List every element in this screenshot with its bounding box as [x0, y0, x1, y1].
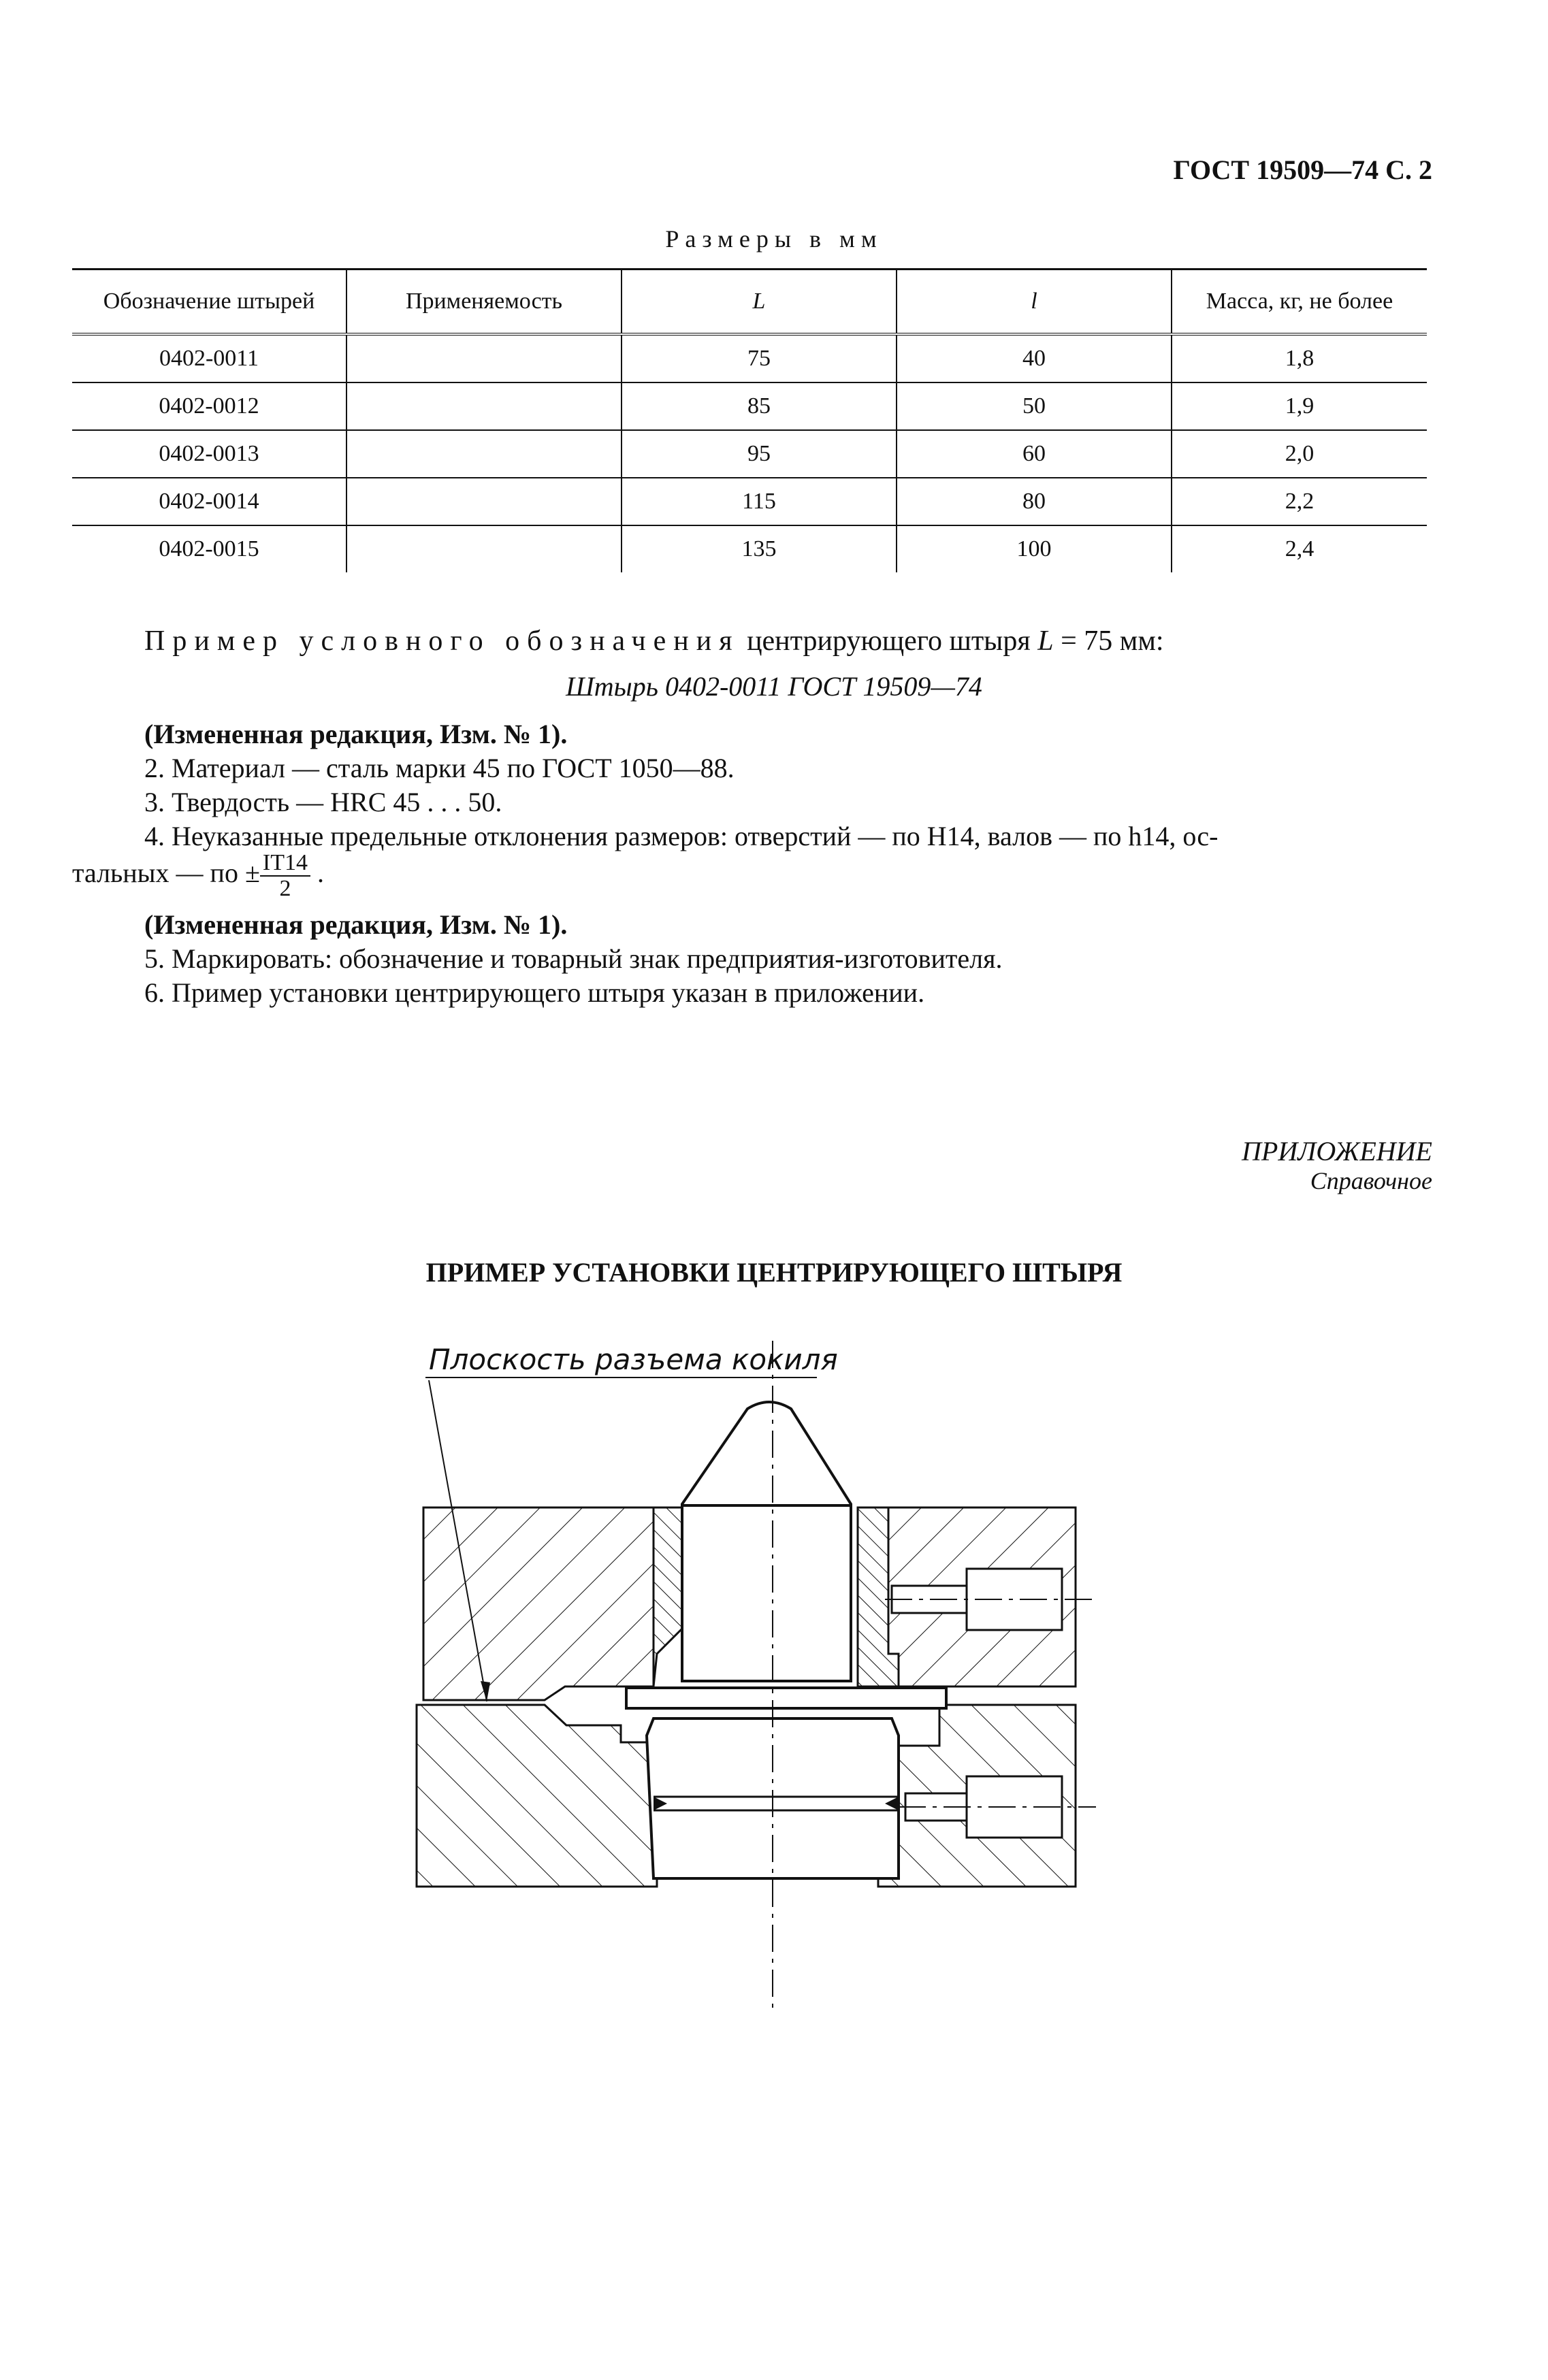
- lower-left-die: [417, 1705, 657, 1887]
- edition-note-2: (Измененная редакция, Изм. № 1).: [144, 909, 568, 940]
- cell-mass: 1,9: [1172, 382, 1427, 430]
- installation-drawing: [381, 1327, 1103, 2049]
- cell-applicability: [346, 478, 622, 525]
- cell-mass: 2,4: [1172, 525, 1427, 572]
- item-4-suffix: .: [317, 857, 325, 888]
- column-header-applicability: Применяемость: [346, 270, 622, 335]
- cell-code: 0402-0015: [159, 536, 259, 561]
- table-row: [72, 430, 1427, 478]
- cell-code: 0402-0014: [72, 478, 346, 525]
- appendix-title: ПРИЛОЖЕНИЕ: [1242, 1136, 1432, 1167]
- cell-L: 115: [622, 478, 897, 525]
- example-text-after: = 75 мм:: [1061, 625, 1164, 657]
- cell-code: 0402-0013: [72, 430, 346, 478]
- cell-applicability: [346, 430, 622, 478]
- cell-mass: 2,2: [1172, 478, 1427, 525]
- figure-title: ПРИМЕР УСТАНОВКИ ЦЕНТРИРУЮЩЕГО ШТЫРЯ: [425, 1257, 1123, 1288]
- upper-left-die: [423, 1507, 654, 1700]
- dimensions-table: [72, 268, 1427, 572]
- cell-l: 40: [897, 334, 1172, 382]
- centering-pin-collar: [626, 1688, 946, 1708]
- cell-L: 135: [622, 525, 897, 572]
- item-3-hardness: 3. Твердость — HRC 45 . . . 50.: [144, 787, 502, 817]
- fraction-denominator: 2: [279, 875, 291, 901]
- item-6-installation: 6. Пример установки центрирующего штыря указан в приложении.: [144, 977, 925, 1008]
- cell-code: 0402-0012: [72, 382, 346, 430]
- cell-code: 0402-0011: [72, 334, 346, 382]
- cell-L: 75: [622, 334, 897, 382]
- edition-note-1: (Измененная редакция, Изм. № 1).: [144, 719, 568, 749]
- item-4-tolerances: 4. Неуказанные предельные отклонения размеров: отверстий — по H14, валов — по h14, ос-: [144, 821, 1219, 851]
- column-header-code: Обозначение штырей: [72, 270, 346, 335]
- page-header: ГОСТ 19509—74 С. 2: [1173, 154, 1432, 185]
- column-header-mass: Масса, кг, не более: [1172, 270, 1427, 335]
- fraction-numerator: IT14: [260, 851, 310, 877]
- example-line: [144, 625, 1164, 657]
- cell-mass: 1,8: [1172, 334, 1427, 382]
- cell-l: 80: [897, 478, 1172, 525]
- example-designation: Штырь 0402-0011 ГОСТ 19509—74: [566, 671, 982, 702]
- table-caption: Размеры в мм: [665, 225, 883, 252]
- cell-mass: 2,0: [1172, 430, 1427, 478]
- table-row: [72, 478, 1427, 525]
- table-row: [72, 525, 1427, 572]
- item-5-marking: 5. Маркировать: обозначение и товарный знак предприятия-изготовителя.: [144, 943, 1003, 974]
- cell-applicability: [346, 525, 622, 572]
- example-spaced-label: Пример условного обозначения: [144, 625, 740, 657]
- cell-applicability: [346, 334, 622, 382]
- example-text-before: центрирующего штыря: [747, 625, 1031, 657]
- column-header-l: l: [897, 270, 1172, 335]
- table-row: [72, 334, 1427, 382]
- it14-fraction: [260, 851, 310, 900]
- centering-pin-head: [682, 1402, 851, 1681]
- item-4-prefix: тальных — по ±: [72, 857, 260, 888]
- appendix-subtitle: Справочное: [1310, 1167, 1432, 1194]
- item-4-continuation: [72, 851, 324, 900]
- cell-applicability: [346, 382, 622, 430]
- example-variable: L: [1037, 625, 1054, 657]
- table-row: [72, 382, 1427, 430]
- cell-L: 95: [622, 430, 897, 478]
- table-header-row: [72, 270, 1427, 335]
- cell-L: 85: [622, 382, 897, 430]
- cell-l: 50: [897, 382, 1172, 430]
- cell-l: 100: [897, 525, 1172, 572]
- cell-l: 60: [897, 430, 1172, 478]
- column-header-L: L: [622, 270, 897, 335]
- item-2-material: 2. Материал — сталь марки 45 по ГОСТ 1050—88.: [144, 753, 735, 783]
- callout-parting-plane: Плоскость разъема кокиля: [429, 1343, 838, 1376]
